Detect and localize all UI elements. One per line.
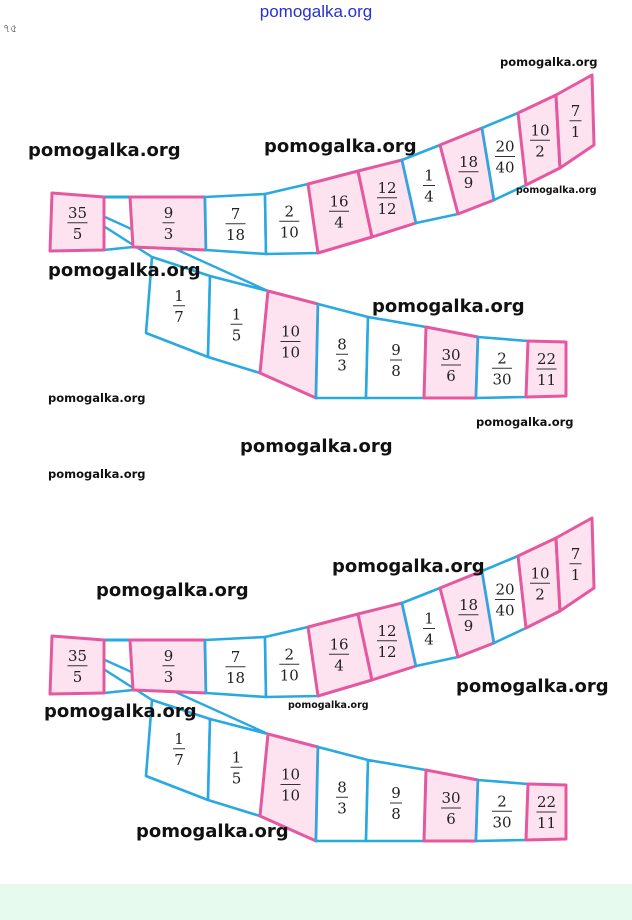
fraction-numerator: 2 bbox=[497, 792, 507, 811]
watermark: pomogalka.org bbox=[456, 676, 609, 697]
fraction-denominator: 7 bbox=[174, 307, 184, 326]
fraction-denominator: 5 bbox=[72, 224, 83, 243]
fraction-denominator: 11 bbox=[536, 814, 557, 832]
fraction-denominator: 3 bbox=[163, 667, 174, 686]
fraction-numerator: 9 bbox=[163, 646, 174, 665]
watermark: pomogalka.org bbox=[500, 55, 598, 69]
fraction-denominator: 3 bbox=[163, 224, 174, 243]
strip-connector bbox=[104, 690, 133, 693]
fraction-numerator: 1 bbox=[231, 305, 242, 324]
fraction-denominator: 4 bbox=[424, 187, 434, 206]
watermark: pomogalka.org bbox=[240, 436, 393, 457]
fraction-denominator: 2 bbox=[535, 142, 545, 161]
watermark: pomogalka.org bbox=[48, 467, 146, 481]
fraction-denominator: 1 bbox=[570, 122, 581, 141]
fraction-denominator: 3 bbox=[337, 356, 347, 375]
fraction-denominator: 6 bbox=[446, 367, 456, 385]
fraction-numerator: 7 bbox=[570, 544, 581, 563]
fraction-denominator: 18 bbox=[225, 225, 246, 244]
fraction-denominator: 40 bbox=[495, 158, 515, 177]
fraction-numerator: 18 bbox=[458, 152, 479, 171]
fraction-denominator: 2 bbox=[535, 585, 545, 604]
fraction-denominator: 9 bbox=[463, 173, 474, 192]
fraction-denominator: 30 bbox=[492, 370, 512, 389]
fraction-numerator: 18 bbox=[458, 595, 479, 614]
upper-fraction-7-1-cell bbox=[556, 518, 594, 611]
fraction-numerator: 2 bbox=[284, 202, 295, 221]
watermark: pomogalka.org bbox=[96, 580, 249, 601]
fraction-numerator: 9 bbox=[391, 341, 401, 359]
fraction-numerator: 10 bbox=[280, 322, 301, 341]
fraction-denominator: 4 bbox=[334, 656, 344, 675]
fraction-denominator: 5 bbox=[72, 667, 83, 686]
lower-fraction-2-30-cell bbox=[476, 337, 528, 398]
fraction-numerator: 30 bbox=[441, 346, 461, 364]
fraction-denominator: 1 bbox=[570, 565, 581, 584]
fraction-numerator: 35 bbox=[67, 203, 88, 222]
fraction-numerator: 8 bbox=[337, 778, 347, 797]
fraction-denominator: 8 bbox=[391, 805, 401, 823]
fraction-numerator: 7 bbox=[230, 647, 241, 666]
fraction-numerator: 22 bbox=[536, 793, 557, 811]
fraction-numerator: 2 bbox=[284, 645, 295, 664]
fraction-denominator: 4 bbox=[424, 630, 434, 649]
fraction-numerator: 1 bbox=[174, 286, 184, 305]
fraction-numerator: 1 bbox=[424, 166, 434, 185]
fraction-numerator: 10 bbox=[280, 765, 301, 784]
watermark: pomogalka.org bbox=[44, 701, 197, 722]
fraction-denominator: 10 bbox=[280, 343, 301, 362]
fraction-denominator: 8 bbox=[391, 362, 401, 380]
fraction-denominator: 40 bbox=[495, 601, 515, 620]
watermark: pomogalka.org bbox=[48, 260, 201, 281]
page-number: ৭৫ bbox=[3, 22, 18, 35]
fraction-denominator: 4 bbox=[334, 213, 344, 232]
fraction-denominator: 18 bbox=[225, 668, 246, 687]
fraction-numerator: 12 bbox=[377, 621, 397, 640]
fraction-numerator: 8 bbox=[337, 335, 347, 354]
fraction-denominator: 10 bbox=[279, 223, 299, 242]
fraction-numerator: 22 bbox=[536, 350, 557, 368]
fraction-numerator: 30 bbox=[441, 789, 461, 807]
fraction-numerator: 10 bbox=[530, 121, 550, 140]
strip-connector bbox=[104, 247, 133, 250]
fraction-denominator: 5 bbox=[231, 769, 242, 788]
watermark: pomogalka.org bbox=[28, 140, 181, 161]
fraction-denominator: 10 bbox=[280, 786, 301, 805]
fraction-numerator: 35 bbox=[67, 646, 88, 665]
fraction-numerator: 20 bbox=[495, 137, 515, 156]
fraction-numerator: 1 bbox=[174, 729, 184, 748]
fraction-numerator: 16 bbox=[329, 192, 349, 211]
fraction-numerator: 7 bbox=[230, 204, 241, 223]
fraction-numerator: 7 bbox=[570, 101, 581, 120]
watermark: pomogalka.org bbox=[516, 185, 597, 196]
fraction-denominator: 30 bbox=[492, 813, 512, 832]
fraction-denominator: 5 bbox=[231, 326, 242, 345]
site-title[interactable]: pomogalka.org bbox=[259, 2, 373, 21]
lower-fraction-2-30-cell bbox=[476, 780, 528, 841]
fraction-numerator: 16 bbox=[329, 635, 349, 654]
fraction-denominator: 7 bbox=[174, 750, 184, 769]
fraction-numerator: 12 bbox=[377, 178, 397, 197]
fraction-numerator: 1 bbox=[424, 609, 434, 628]
fraction-denominator: 11 bbox=[536, 371, 557, 389]
fraction-numerator: 10 bbox=[530, 564, 550, 583]
watermark: pomogalka.org bbox=[476, 415, 574, 429]
fraction-denominator: 9 bbox=[463, 616, 474, 635]
fraction-denominator: 6 bbox=[446, 810, 456, 828]
fraction-numerator: 2 bbox=[497, 349, 507, 368]
fraction-denominator: 10 bbox=[279, 666, 299, 685]
fraction-numerator: 9 bbox=[163, 203, 174, 222]
upper-fraction-7-1-cell bbox=[556, 75, 594, 168]
fraction-numerator: 9 bbox=[391, 784, 401, 802]
watermark: pomogalka.org bbox=[288, 700, 369, 711]
watermark: pomogalka.org bbox=[372, 296, 525, 317]
fraction-numerator: 1 bbox=[231, 748, 242, 767]
fraction-numerator: 20 bbox=[495, 580, 515, 599]
watermark: pomogalka.org bbox=[264, 136, 417, 157]
fraction-denominator: 3 bbox=[337, 799, 347, 818]
watermark: pomogalka.org bbox=[48, 391, 146, 405]
footer-band bbox=[0, 884, 632, 920]
fraction-denominator: 12 bbox=[377, 642, 397, 661]
fraction-denominator: 12 bbox=[377, 199, 397, 218]
watermark: pomogalka.org bbox=[332, 556, 485, 577]
watermark: pomogalka.org bbox=[136, 821, 289, 842]
